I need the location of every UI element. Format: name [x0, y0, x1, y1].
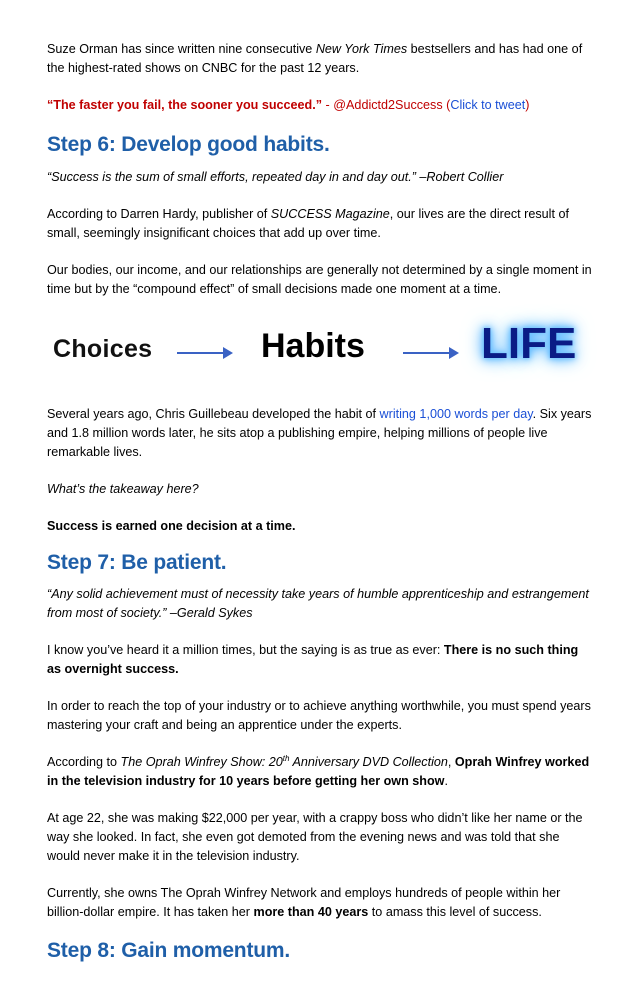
paragraph-oprah-show: According to The Oprah Winfrey Show: 20th Anniversary DVD Collection, Oprah Winfrey worked in the television industry for 10 years before getting her own show.: [47, 753, 590, 788]
paragraph-overnight-success: I know you’ve heard it a million times, but the saying is as true as ever: There is no such thing as overnight success.: [47, 643, 579, 676]
paragraph-chris-guillebeau: Several years ago, Chris Guillebeau developed the habit of writing 1,000 words per day. Six years and 1.8 million words later, he sits atop a publishing empire, helping millions of people live remarkable lives.: [47, 407, 592, 459]
paragraph-suze-orman: Suze Orman has since written nine consecutive New York Times bestsellers and has had one of the highest-rated shows on CNBC for the past 12 years.: [47, 42, 583, 75]
click-to-tweet-link[interactable]: Click to tweet: [450, 98, 526, 112]
tweet-line: “The faster you fail, the sooner you succeed.” - @Addictd2Success (Click to tweet): [47, 98, 530, 112]
twitter-handle: @Addictd2Success: [333, 98, 443, 112]
paragraph-compound-effect: Our bodies, our income, and our relationships are generally not determined by a single moment in time but by the “compound effect” of small decisions made one moment at a time.: [47, 263, 592, 296]
writing-words-link[interactable]: writing 1,000 words per day: [379, 407, 533, 421]
paragraph-darren-hardy: According to Darren Hardy, publisher of SUCCESS Magazine, our lives are the direct result of small, seemingly insignificant choices that add up over time.: [47, 207, 569, 240]
quote-gerald-sykes: “Any solid achievement must of necessity take years of humble apprenticeship and estrangement from most of society.” –Gerald Sykes: [47, 587, 589, 620]
quote-robert-collier: “Success is the sum of small efforts, repeated day in and day out.” –Robert Collier: [47, 170, 504, 184]
success-magazine-title: SUCCESS Magazine: [270, 207, 390, 221]
graphic-life-label: LIFE: [481, 319, 577, 368]
arrow-right-icon: [403, 347, 459, 359]
heading-step-6: Step 6: Develop good habits.: [47, 133, 330, 156]
takeaway-answer: Success is earned one decision at a time.: [47, 519, 296, 533]
tweet-quote: “The faster you fail, the sooner you succeed.”: [47, 98, 323, 112]
arrow-right-icon: [177, 347, 233, 359]
document-page: [47, 40, 595, 964]
nyt-title: New York Times: [315, 42, 408, 56]
graphic-choices-label: Choices: [53, 335, 153, 363]
graphic-habits-label: Habits: [261, 327, 365, 365]
heading-step-8: Step 8: Gain momentum.: [47, 939, 290, 962]
paragraph-age-22: At age 22, she was making $22,000 per year, with a crappy boss who didn’t like her name or the way she looked. In fact, she even got demoted from the evening news and was told that she would never make it in the television industry.: [47, 811, 583, 863]
paragraph-mastering-craft: In order to reach the top of your industry or to achieve anything worthwhile, you must spend years mastering your craft and being an apprentice under the experts.: [47, 699, 591, 732]
choices-habits-life-graphic: [47, 313, 595, 395]
heading-step-7: Step 7: Be patient.: [47, 551, 227, 574]
takeaway-question: What’s the takeaway here?: [47, 482, 199, 496]
paragraph-oprah-network: Currently, she owns The Oprah Winfrey Network and employs hundreds of people within her billion-dollar empire. It has taken her more than 40 years to amass this level of success.: [47, 886, 561, 919]
